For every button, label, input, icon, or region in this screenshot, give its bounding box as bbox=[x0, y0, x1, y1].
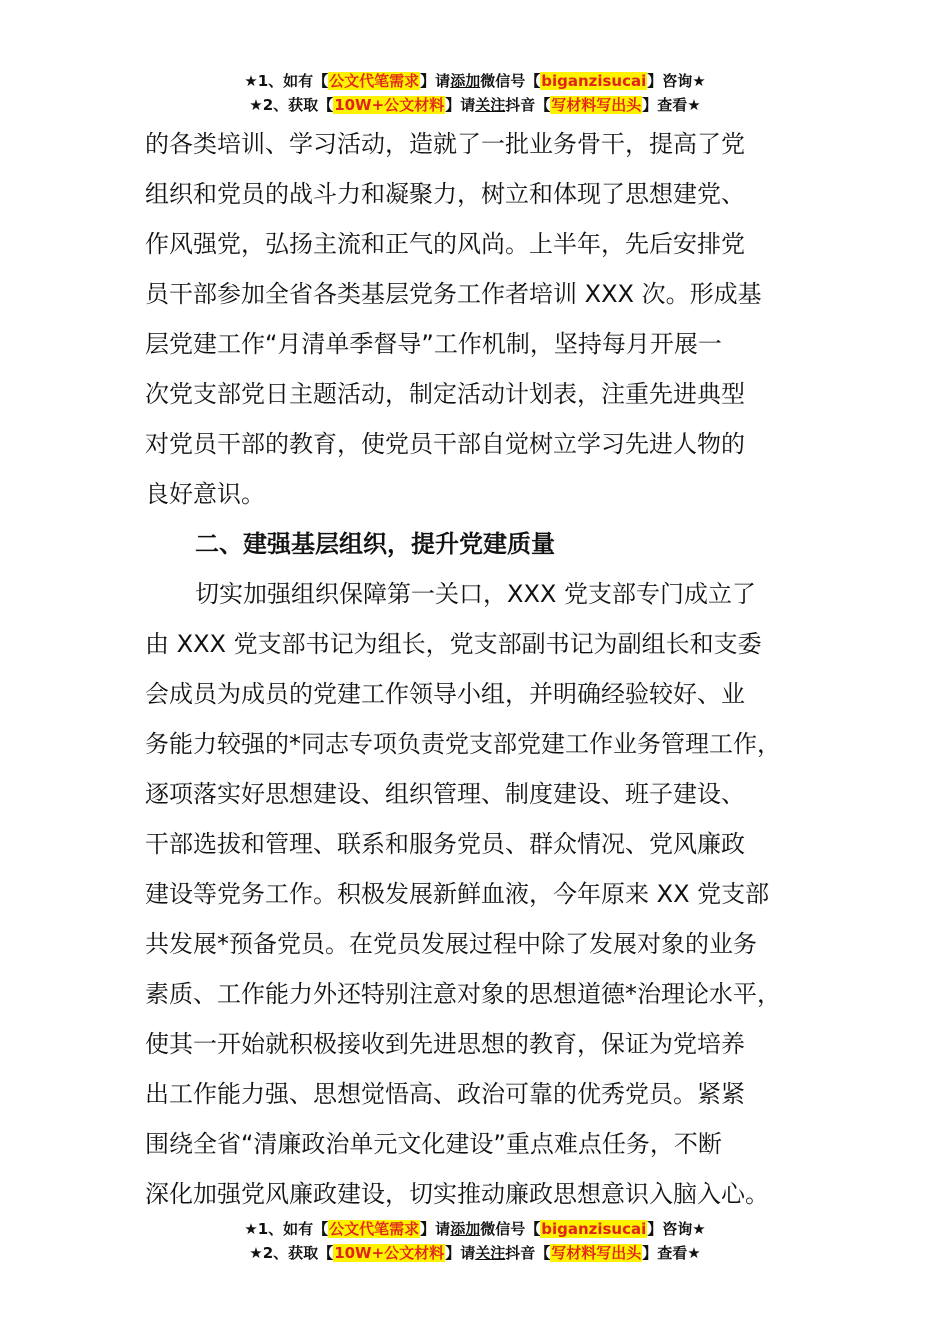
text-line: 出工作能力强、思想觉悟高、政治可靠的优秀党员。紧紧 bbox=[145, 1080, 745, 1108]
text-line: 员干部参加全省各类基层党务工作者培训 XXX 次。形成基 bbox=[145, 280, 762, 308]
banner-line-2 bbox=[0, 1242, 950, 1266]
banner-text: 】查看★ bbox=[642, 96, 701, 114]
banner-text: 】咨询★ bbox=[647, 1220, 706, 1238]
banner-text: 】请 bbox=[445, 1244, 476, 1262]
paragraph-1 bbox=[145, 119, 825, 519]
banner-text: 抖音【 bbox=[505, 96, 551, 114]
banner-text: 】请 bbox=[420, 1220, 451, 1238]
text-line: 逐项落实好思想建设、组织管理、制度建设、班子建设、 bbox=[145, 780, 745, 808]
banner-text: ★1、如有【 bbox=[244, 1220, 329, 1238]
banner-highlight: 10W+公文材料 bbox=[334, 96, 445, 114]
banner-underline: 添加 bbox=[450, 72, 481, 90]
banner-text: 微信号【 bbox=[480, 72, 541, 90]
text-line: 层党建工作“月清单季督导”工作机制，坚持每月开展一 bbox=[145, 330, 722, 358]
banner-line-1 bbox=[0, 1218, 950, 1242]
banner-underline: 关注 bbox=[475, 96, 506, 114]
text-line: 共发展*预备党员。在党员发展过程中除了发展对象的业务 bbox=[145, 930, 757, 958]
banner-text: ★2、获取【 bbox=[249, 96, 334, 114]
footer-banner bbox=[0, 1218, 950, 1266]
text-line: 作风强党，弘扬主流和正气的风尚。上半年，先后安排党 bbox=[145, 230, 745, 258]
text-line: 良好意识。 bbox=[145, 480, 265, 508]
banner-text: 】咨询★ bbox=[647, 72, 706, 90]
banner-highlight: 写材料写出头 bbox=[551, 96, 642, 114]
text-line: 素质、工作能力外还特别注意对象的思想道德*治理论水平， bbox=[145, 980, 781, 1008]
text-line: 使其一开始就积极接收到先进思想的教育，保证为党培养 bbox=[145, 1030, 745, 1058]
banner-line-2 bbox=[0, 94, 950, 118]
text-line: 切实加强组织保障第一关口，XXX 党支部专门成立了 bbox=[195, 580, 756, 608]
banner-text: 】请 bbox=[445, 96, 476, 114]
text-line: 会成员为成员的党建工作领导小组，并明确经验较好、业 bbox=[145, 680, 745, 708]
text-line: 干部选拔和管理、联系和服务党员、群众情况、党风廉政 bbox=[145, 830, 745, 858]
section-heading-text: 二、建强基层组织，提升党建质量 bbox=[195, 530, 555, 558]
banner-text: ★1、如有【 bbox=[244, 72, 329, 90]
text-line: 的各类培训、学习活动，造就了一批业务骨干，提高了党 bbox=[145, 130, 745, 158]
banner-highlight: biganzisucai bbox=[541, 1220, 647, 1238]
text-line: 由 XXX 党支部书记为组长，党支部副书记为副组长和支委 bbox=[145, 630, 762, 658]
text-line: 对党员干部的教育，使党员干部自觉树立学习先进人物的 bbox=[145, 430, 745, 458]
banner-text: 】查看★ bbox=[642, 1244, 701, 1262]
banner-highlight: 10W+公文材料 bbox=[334, 1244, 445, 1262]
banner-highlight: 公文代笔需求 bbox=[329, 72, 420, 90]
text-line: 务能力较强的*同志专项负责党支部党建工作业务管理工作， bbox=[145, 730, 781, 758]
banner-underline: 添加 bbox=[450, 1220, 481, 1238]
header-banner bbox=[0, 70, 950, 118]
document-body bbox=[145, 119, 825, 1219]
banner-text: 微信号【 bbox=[480, 1220, 541, 1238]
banner-text: 抖音【 bbox=[505, 1244, 551, 1262]
banner-highlight: biganzisucai bbox=[541, 72, 647, 90]
banner-highlight: 公文代笔需求 bbox=[329, 1220, 420, 1238]
text-line: 次党支部党日主题活动，制定活动计划表，注重先进典型 bbox=[145, 380, 745, 408]
text-line: 建设等党务工作。积极发展新鲜血液，今年原来 XX 党支部 bbox=[145, 880, 770, 908]
paragraph-2 bbox=[145, 569, 825, 1219]
section-heading bbox=[145, 519, 825, 569]
banner-text: ★2、获取【 bbox=[249, 1244, 334, 1262]
banner-highlight: 写材料写出头 bbox=[551, 1244, 642, 1262]
banner-text: 】请 bbox=[420, 72, 451, 90]
banner-line-1 bbox=[0, 70, 950, 94]
banner-underline: 关注 bbox=[475, 1244, 506, 1262]
text-line: 组织和党员的战斗力和凝聚力，树立和体现了思想建党、 bbox=[145, 180, 745, 208]
text-line: 围绕全省“清廉政治单元文化建设”重点难点任务，不断 bbox=[145, 1130, 722, 1158]
text-line: 深化加强党风廉政建设，切实推动廉政思想意识入脑入心。 bbox=[145, 1180, 769, 1208]
